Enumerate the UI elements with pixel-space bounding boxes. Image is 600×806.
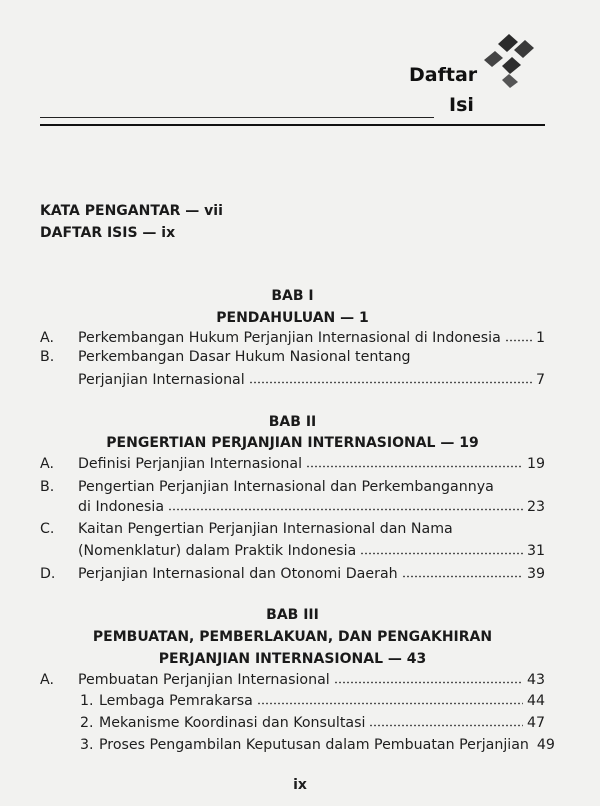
entry-label: A. (40, 456, 54, 472)
entry-label: C. (40, 521, 55, 537)
entry-text: Kaitan Pengertian Perjanjian Internasional dan Nama (78, 521, 453, 537)
entry-text: Perjanjian Internasional (78, 372, 245, 388)
entry-label: B. (40, 349, 55, 365)
entry-label: A. (40, 672, 54, 688)
dot-leader (369, 716, 523, 727)
toc-subentry[interactable] (99, 735, 555, 755)
toc-entry[interactable] (78, 454, 545, 474)
chapter-3-number: BAB III (266, 607, 319, 623)
entry-page: 43 (526, 672, 545, 688)
toc-subentry[interactable] (99, 713, 545, 733)
subentry-label: 2. (80, 715, 94, 731)
toc-entry-line[interactable] (78, 519, 545, 539)
chapter-1-number: BAB I (271, 288, 314, 304)
entry-page: 7 (535, 372, 545, 388)
dot-leader (505, 331, 532, 342)
subentry-page: 47 (526, 715, 545, 731)
entry-page: 31 (526, 543, 545, 559)
cube-emblem-icon (478, 30, 540, 90)
entry-text: Perkembangan Hukum Perjanjian Internasional di Indonesia (78, 330, 501, 346)
toc-subentry[interactable] (99, 691, 545, 711)
toc-entry[interactable] (78, 328, 545, 348)
entry-text: Pengertian Perjanjian Internasional dan Perkembangannya (78, 479, 494, 495)
page-title-isi: Isi (449, 94, 474, 116)
subentry-label: 1. (80, 693, 94, 709)
entry-text: Definisi Perjanjian Internasional (78, 456, 303, 472)
toc-entry-line[interactable] (78, 477, 545, 497)
dot-leader (249, 373, 532, 384)
toc-entry[interactable] (78, 370, 545, 390)
toc-intro-daftar-isi: DAFTAR ISIS — ix (40, 225, 176, 241)
entry-text: di Indonesia (78, 499, 165, 515)
dot-leader (306, 457, 523, 468)
page-number: ix (293, 777, 307, 793)
toc-entry-line[interactable] (78, 347, 545, 367)
dot-leader (334, 673, 523, 684)
dot-leader (360, 544, 523, 555)
subentry-text: Lembaga Pemrakarsa (99, 693, 253, 709)
chapter-2-title: PENGERTIAN PERJANJIAN INTERNASIONAL — 19 (106, 435, 479, 451)
entry-label: B. (40, 479, 55, 495)
entry-page: 39 (526, 566, 545, 582)
title-rule-bottom (40, 124, 545, 126)
subentry-label: 3. (80, 737, 94, 753)
subentry-text: Mekanisme Koordinasi dan Konsultasi (99, 715, 366, 731)
entry-label: D. (40, 566, 56, 582)
dot-leader (402, 567, 523, 578)
chapter-2-number: BAB II (268, 414, 317, 430)
entry-page: 23 (526, 499, 545, 515)
dot-leader (168, 500, 523, 511)
entry-label: A. (40, 330, 54, 346)
toc-entry[interactable] (78, 564, 545, 584)
entry-page: 1 (535, 330, 545, 346)
subentry-page: 49 (536, 737, 555, 753)
entry-text: Pembuatan Perjanjian Internasional (78, 672, 330, 688)
dot-leader (257, 694, 523, 705)
page-title-daftar: Daftar (409, 64, 478, 86)
entry-text: (Nomenklatur) dalam Praktik Indonesia (78, 543, 357, 559)
chapter-3-title-line-1: PEMBUATAN, PEMBERLAKUAN, DAN PENGAKHIRAN (92, 629, 493, 645)
toc-entry[interactable] (78, 497, 545, 517)
subentry-page: 44 (526, 693, 545, 709)
chapter-3-title-line-2: PERJANJIAN INTERNASIONAL — 43 (158, 651, 427, 667)
toc-entry[interactable] (78, 541, 545, 561)
entry-page: 19 (526, 456, 545, 472)
entry-text: Perkembangan Dasar Hukum Nasional tentang (78, 349, 411, 365)
toc-entry[interactable] (78, 670, 545, 690)
chapter-1-title: PENDAHULUAN — 1 (216, 310, 369, 326)
subentry-text: Proses Pengambilan Keputusan dalam Pembuatan Perjanjian (99, 737, 529, 753)
title-rule-top (40, 117, 434, 118)
toc-intro-kata-pengantar: KATA PENGANTAR — vii (40, 203, 223, 219)
entry-text: Perjanjian Internasional dan Otonomi Daerah (78, 566, 398, 582)
